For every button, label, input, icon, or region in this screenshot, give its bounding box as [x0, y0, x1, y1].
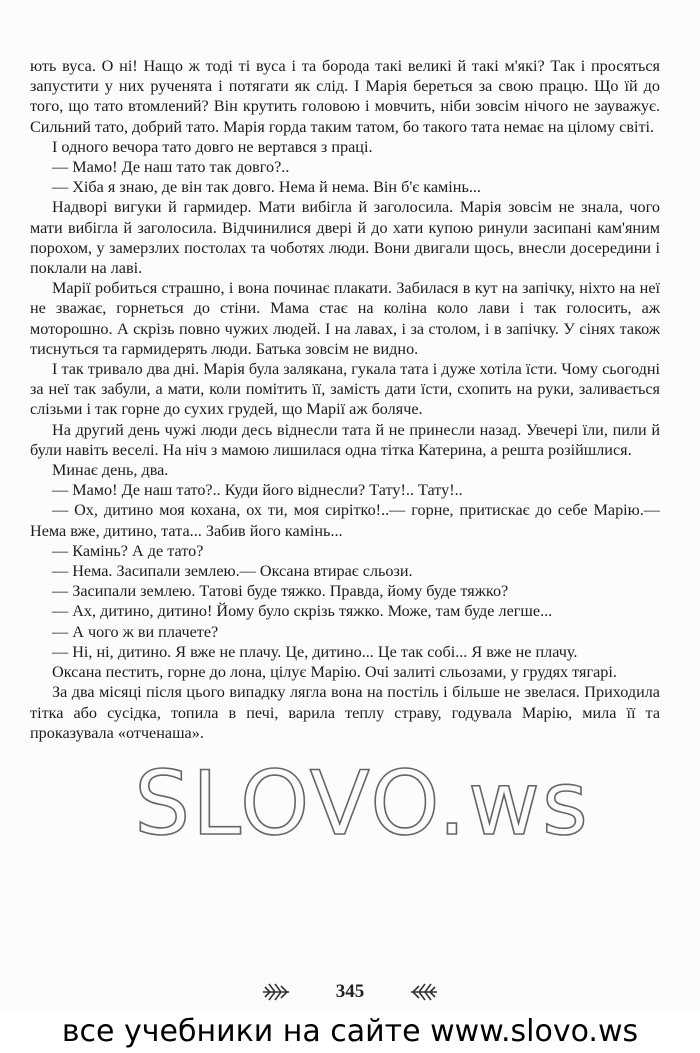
paragraph: — Ох, дитино моя кохана, ох ти, моя сирітко!..— горне, притискає до себе Марію.— Нема вже, дитино, тата... Забив його камінь...	[30, 501, 660, 540]
page-number: 345	[335, 981, 365, 1002]
paragraph: Надворі вигуки й гармидер. Мати вибігла й заголосила. Марія зовсім не знала, чого мати вибігла й заголосила. Відчинилися двері й до хати купою ринули засипані кам'яним порохом, у замерзлих постолах та чоботях люди. Вони двигали щось, внесли досередини і поклали на лаві.	[30, 198, 660, 278]
paragraph: І одного вечора тато довго не вертався з праці.	[52, 137, 373, 156]
page-footer	[0, 980, 700, 1014]
paragraph: На другий день чужі люди десь віднесли тата й не принесли назад. Увечері їли, пили й були навіть веселі. На ніч з мамою лишилася одна тітка Катерина, а решта розійшлися.	[30, 420, 660, 459]
paragraph: ють вуса. О ні! Нащо ж тоді ті вуса і та борода такі великі й такі м'які? Так і просяться запустити у них рученята і потягати як слід. І Марія береться за свою працю. Що їй до того, що тато втомлений? Він крутить головою і мовчить, ніби зовсім нічого не зауважує. Сильний тато, добрий тато. Марія горда таким татом, бо такого тата немає на цілому світі.	[30, 57, 660, 136]
paragraph: — Хіба я знаю, де він так довго. Нема й нема. Він б'є камінь...	[52, 178, 481, 197]
paragraph: Оксана пестить, горне до лона, цілує Марію. Очі залиті сльозами, у грудях тягарі.	[52, 663, 617, 682]
paragraph: — Мамо! Де наш тато?.. Куди його віднесли? Тату!.. Тату!..	[52, 481, 463, 500]
paragraph: — Ні, ні, дитино. Я вже не плачу. Це, дитино... Це так собі... Я вже не плачу.	[52, 642, 578, 661]
paragraph: Марії робиться страшно, і вона починає плакати. Забилася в кут на запічку, ніхто на неї не зважає, горнеться до стіни. Мама стає на коліна коло лави і так голосить, аж моторошно. А скрізь повно чужих людей. І на лавах, і за столом, і в запічку. У сінях також тиснуться та гармидерять люди. Батька зовсім не видно.	[30, 279, 660, 358]
site-banner: все учебники на сайте www.slovo.ws	[0, 1010, 700, 1053]
paragraph: За два місяці після цього випадку лягла вона на постіль і більше не звелася. Приходила тітка або сусідка, топила в печі, варила теплу страву, годувала Марію, мила її та проказувала «отченаша».	[30, 683, 660, 742]
paragraph: — А чого ж ви плачете?	[52, 622, 219, 641]
paragraph: І так тривало два дні. Марія була залякана, гукала тата і дуже хотіла їсти. Чому сьогодні за неї так забули, а мати, коли помітить її, замість дати їсти, схопить на руки, заливається слізьми і так горне до сухих грудей, що Марії аж боляче.	[30, 360, 660, 419]
left-ornament-icon	[261, 980, 291, 1004]
page-text	[30, 56, 660, 743]
paragraph: — Камінь? А де тато?	[52, 541, 204, 560]
paragraph: — Ах, дитино, дитино! Йому було скрізь тяжко. Може, там буде легше...	[52, 602, 553, 621]
paragraph: Минає день, два.	[52, 461, 169, 480]
paragraph: — Мамо! Де наш тато так довго?..	[52, 158, 290, 177]
watermark: SLOVO.ws	[134, 752, 590, 855]
paragraph: — Засипали землею. Татові буде тяжко. Правда, йому буде тяжко?	[52, 582, 509, 601]
right-ornament-icon	[409, 980, 439, 1004]
paragraph: — Нема. Засипали землею.— Оксана втирає сльози.	[52, 562, 413, 581]
